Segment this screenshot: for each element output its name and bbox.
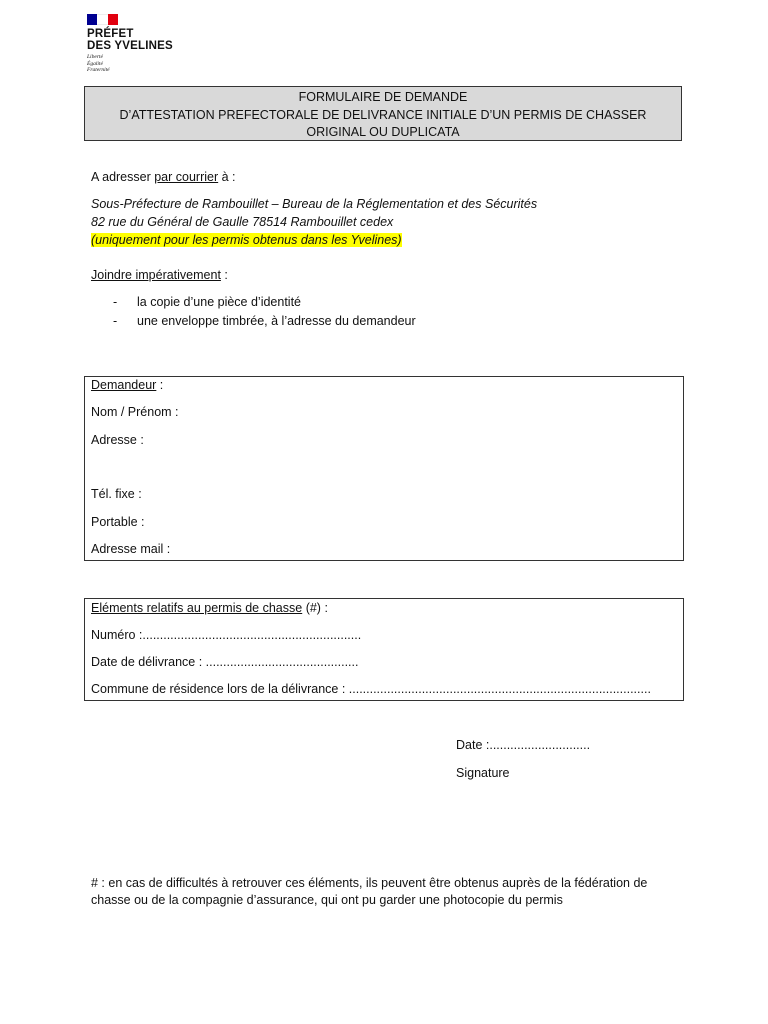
- form-title-box: [84, 86, 682, 141]
- footnote-line1: # : en cas de difficultés à retrouver ces éléments, ils peuvent être obtenus auprès de la fédération de: [91, 876, 648, 890]
- republic-motto: [87, 54, 173, 74]
- mobile-field-label: Portable :: [91, 515, 145, 529]
- applicant-title-colon: :: [156, 378, 164, 392]
- phone-field-label: Tél. fixe :: [91, 487, 142, 501]
- applicant-box: [84, 376, 684, 561]
- permit-number-field: Numéro :...............................................................: [91, 628, 362, 642]
- join-item: -: [113, 314, 118, 328]
- applicant-title: [91, 378, 163, 392]
- prefecture-logo: [87, 14, 173, 74]
- address-intro-prefix: A adresser: [91, 170, 155, 184]
- address-intro: [91, 170, 236, 184]
- join-title-text: Joindre impérativement: [91, 268, 221, 282]
- address-note-highlight: (uniquement pour les permis obtenus dans les Yvelines): [91, 233, 402, 247]
- form-title-line2: D’ATTESTATION PREFECTORALE DE DELIVRANCE INITIALE D’UN PERMIS DE CHASSER: [119, 107, 647, 122]
- join-item-id: la copie d’une pièce d’identité: [137, 295, 302, 309]
- form-title-line3: ORIGINAL OU DUPLICATA: [306, 125, 460, 139]
- permit-commune-field: Commune de résidence lors de la délivrance : .......................................................................................: [91, 682, 651, 696]
- address-line2: 82 rue du Général de Gaulle 78514 Rambouillet cedex: [91, 215, 394, 229]
- permit-title-text: Eléments relatifs au permis de chasse: [91, 601, 303, 615]
- address-note: [91, 233, 402, 247]
- permit-date-field: Date de délivrance : ............................................: [91, 655, 359, 669]
- name-field-label: Nom / Prénom :: [91, 405, 179, 419]
- sign-date-field: Date :.............................: [456, 738, 591, 752]
- motto-liberte: Liberté: [87, 54, 103, 60]
- permit-box: [84, 598, 684, 701]
- motto-fraternite: Fraternité: [87, 67, 110, 73]
- footnote-line2: chasse ou de la compagnie d’assurance, qui ont pu garder une photocopie du permis: [91, 893, 563, 907]
- signature-label: Signature: [456, 766, 510, 780]
- logo-title: [87, 28, 173, 52]
- address-intro-suffix: à :: [218, 170, 236, 184]
- permit-title: [91, 601, 328, 615]
- motto-egalite: Égalité: [87, 60, 103, 67]
- french-flag-icon: [87, 14, 118, 25]
- logo-line-prefet: PRÉFET: [87, 28, 134, 40]
- join-title-colon: :: [220, 268, 228, 282]
- address-line1: Sous-Préfecture de Rambouillet – Bureau de la Réglementation et des Sécurités: [91, 197, 538, 211]
- email-field-label: Adresse mail :: [91, 542, 171, 556]
- applicant-title-text: Demandeur: [91, 378, 157, 392]
- join-item: -: [113, 295, 118, 309]
- form-title-line1: FORMULAIRE DE DEMANDE: [298, 90, 468, 104]
- permit-title-suffix: (#) :: [302, 601, 328, 615]
- address-field-label: Adresse :: [91, 433, 144, 447]
- logo-line-yvelines: DES YVELINES: [87, 40, 173, 52]
- address-intro-courier: par courrier: [154, 170, 219, 184]
- join-item-envelope: une enveloppe timbrée, à l’adresse du demandeur: [137, 314, 416, 328]
- join-title: [91, 268, 228, 282]
